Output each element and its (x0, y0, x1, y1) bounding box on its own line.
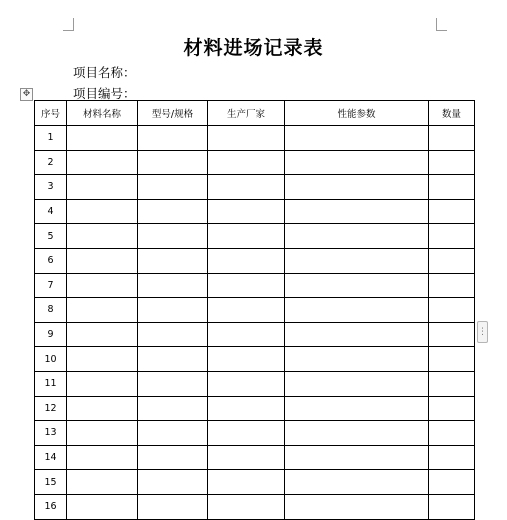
row-index: 10 (35, 347, 67, 372)
project-name-label: 项目名称： (73, 65, 136, 80)
cell-quantity[interactable] (429, 273, 475, 298)
row-index: 3 (35, 175, 67, 200)
cell-material-name[interactable] (67, 175, 138, 200)
cell-quantity[interactable] (429, 396, 475, 421)
cell-quantity[interactable] (429, 224, 475, 249)
cell-material-name[interactable] (67, 126, 138, 151)
cell-quantity[interactable] (429, 494, 475, 519)
table-row (35, 248, 475, 273)
cell-model-spec[interactable] (138, 273, 208, 298)
table-row (35, 224, 475, 249)
cell-manufacturer[interactable] (208, 347, 285, 372)
cell-performance-params[interactable] (285, 494, 429, 519)
cell-material-name[interactable] (67, 248, 138, 273)
cell-model-spec[interactable] (138, 199, 208, 224)
cell-quantity[interactable] (429, 199, 475, 224)
row-index: 7 (35, 273, 67, 298)
cell-model-spec[interactable] (138, 224, 208, 249)
table-row (35, 199, 475, 224)
cell-model-spec[interactable] (138, 248, 208, 273)
cell-performance-params[interactable] (285, 396, 429, 421)
row-index: 5 (35, 224, 67, 249)
cell-material-name[interactable] (67, 494, 138, 519)
cell-model-spec[interactable] (138, 175, 208, 200)
cell-manufacturer[interactable] (208, 224, 285, 249)
cell-manufacturer[interactable] (208, 199, 285, 224)
row-index: 13 (35, 421, 67, 446)
header-manufacturer: 生产厂家 (208, 101, 285, 126)
cell-quantity[interactable] (429, 248, 475, 273)
cell-material-name[interactable] (67, 322, 138, 347)
row-index: 9 (35, 322, 67, 347)
cell-manufacturer[interactable] (208, 175, 285, 200)
cell-performance-params[interactable] (285, 470, 429, 495)
table-row (35, 273, 475, 298)
row-index: 14 (35, 445, 67, 470)
cell-manufacturer[interactable] (208, 273, 285, 298)
table-row (35, 175, 475, 200)
cell-material-name[interactable] (67, 347, 138, 372)
cell-manufacturer[interactable] (208, 396, 285, 421)
cell-quantity[interactable] (429, 175, 475, 200)
cell-model-spec[interactable] (138, 322, 208, 347)
cell-performance-params[interactable] (285, 347, 429, 372)
table-row (35, 421, 475, 446)
cell-manufacturer[interactable] (208, 126, 285, 151)
project-code-label: 项目编号： (73, 86, 136, 101)
cell-performance-params[interactable] (285, 175, 429, 200)
cell-quantity[interactable] (429, 421, 475, 446)
table-row (35, 150, 475, 175)
cell-manufacturer[interactable] (208, 470, 285, 495)
cell-performance-params[interactable] (285, 126, 429, 151)
cell-performance-params[interactable] (285, 273, 429, 298)
cell-manufacturer[interactable] (208, 248, 285, 273)
row-index: 11 (35, 371, 67, 396)
material-entry-table (34, 100, 475, 520)
cell-model-spec[interactable] (138, 371, 208, 396)
header-material-name: 材料名称 (67, 101, 138, 126)
cell-performance-params[interactable] (285, 150, 429, 175)
cell-quantity[interactable] (429, 347, 475, 372)
row-index: 15 (35, 470, 67, 495)
row-index: 2 (35, 150, 67, 175)
table-row (35, 445, 475, 470)
table-row (35, 371, 475, 396)
cell-material-name[interactable] (67, 150, 138, 175)
cell-model-spec[interactable] (138, 298, 208, 323)
cell-model-spec[interactable] (138, 396, 208, 421)
row-index: 8 (35, 298, 67, 323)
resize-handle-icon[interactable]: ⋮ (477, 321, 488, 343)
move-cross-icon[interactable]: ✥ (20, 88, 33, 101)
cell-manufacturer[interactable] (208, 150, 285, 175)
cell-quantity[interactable] (429, 371, 475, 396)
document-title: 材料进场记录表 (183, 37, 324, 59)
row-index: 4 (35, 199, 67, 224)
table-row (35, 298, 475, 323)
cell-manufacturer[interactable] (208, 421, 285, 446)
table-row (35, 396, 475, 421)
cell-material-name[interactable] (67, 224, 138, 249)
cell-material-name[interactable] (67, 298, 138, 323)
cell-manufacturer[interactable] (208, 322, 285, 347)
page-corner-mark-right (436, 18, 447, 31)
cell-performance-params[interactable] (285, 248, 429, 273)
cell-quantity[interactable] (429, 126, 475, 151)
cell-performance-params[interactable] (285, 199, 429, 224)
cell-model-spec[interactable] (138, 494, 208, 519)
cell-performance-params[interactable] (285, 445, 429, 470)
cell-manufacturer[interactable] (208, 298, 285, 323)
cell-performance-params[interactable] (285, 298, 429, 323)
row-index: 1 (35, 126, 67, 151)
header-quantity: 数量 (429, 101, 475, 126)
table-row (35, 347, 475, 372)
cell-manufacturer[interactable] (208, 445, 285, 470)
header-performance-params: 性能参数 (285, 101, 429, 126)
cell-quantity[interactable] (429, 470, 475, 495)
table-header-row (35, 101, 475, 126)
cell-quantity[interactable] (429, 150, 475, 175)
cell-model-spec[interactable] (138, 421, 208, 446)
row-index: 16 (35, 494, 67, 519)
cell-model-spec[interactable] (138, 150, 208, 175)
cell-material-name[interactable] (67, 445, 138, 470)
cell-manufacturer[interactable] (208, 371, 285, 396)
row-index: 6 (35, 248, 67, 273)
cell-material-name[interactable] (67, 273, 138, 298)
table-row (35, 470, 475, 495)
row-index: 12 (35, 396, 67, 421)
cell-quantity[interactable] (429, 298, 475, 323)
table-row (35, 494, 475, 519)
cell-quantity[interactable] (429, 322, 475, 347)
table-row (35, 322, 475, 347)
cell-performance-params[interactable] (285, 371, 429, 396)
cell-model-spec[interactable] (138, 445, 208, 470)
cell-performance-params[interactable] (285, 322, 429, 347)
cell-manufacturer[interactable] (208, 494, 285, 519)
cell-material-name[interactable] (67, 371, 138, 396)
header-index: 序号 (35, 101, 67, 126)
cell-material-name[interactable] (67, 421, 138, 446)
cell-performance-params[interactable] (285, 421, 429, 446)
table-row (35, 126, 475, 151)
cell-quantity[interactable] (429, 445, 475, 470)
cell-material-name[interactable] (67, 396, 138, 421)
cell-performance-params[interactable] (285, 224, 429, 249)
cell-material-name[interactable] (67, 470, 138, 495)
cell-model-spec[interactable] (138, 126, 208, 151)
cell-model-spec[interactable] (138, 470, 208, 495)
page-corner-mark-left (63, 18, 74, 31)
cell-model-spec[interactable] (138, 347, 208, 372)
header-model-spec: 型号/规格 (138, 101, 208, 126)
cell-material-name[interactable] (67, 199, 138, 224)
